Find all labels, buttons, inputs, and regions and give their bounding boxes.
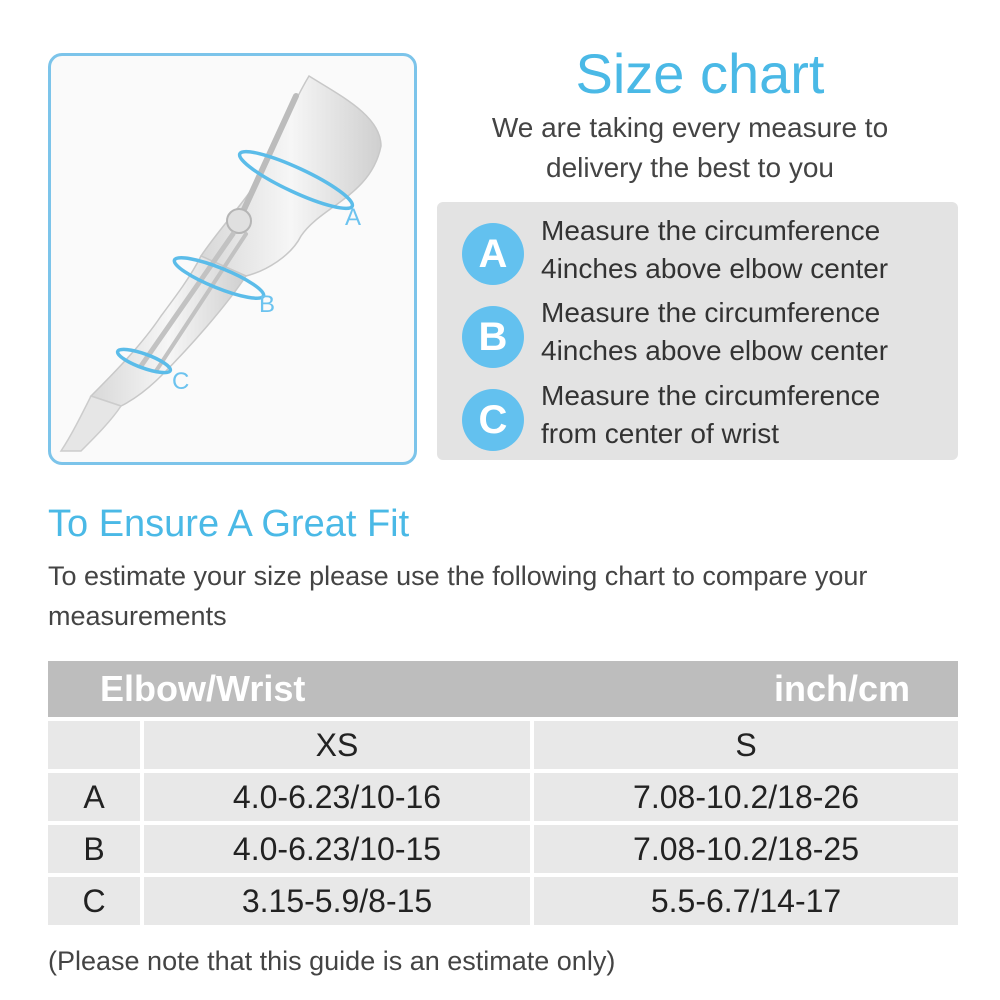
cell-c-xs: 3.15-5.9/8-15 (140, 877, 530, 925)
measurement-a-line-2: 4inches above elbow center (541, 253, 889, 284)
fit-section-text: To estimate your size please use the following chart to compare your measurements (48, 561, 868, 631)
cell-c-s: 5.5-6.7/14-17 (530, 877, 958, 925)
column-header-s: S (530, 721, 958, 769)
page-title: Size chart (575, 42, 825, 105)
measurement-b-line-2: 4inches above elbow center (541, 335, 889, 366)
row-label-c: C (48, 877, 140, 925)
estimate-note: (Please note that this guide is an estimate only) (48, 946, 616, 976)
measurement-c-line-2: from center of wrist (541, 418, 780, 449)
cell-b-s: 7.08-10.2/18-25 (530, 825, 958, 873)
row-label-b: B (48, 825, 140, 873)
arm-diagram-frame (48, 53, 417, 465)
column-header-xs: XS (140, 721, 530, 769)
arm-illustration (51, 56, 414, 462)
measurement-instructions (437, 202, 958, 460)
measurement-c (437, 377, 958, 457)
letter-c-badge: C (462, 389, 524, 451)
measurement-c-text (541, 377, 951, 453)
letter-a-badge: A (462, 223, 524, 285)
measurement-b-text (541, 294, 951, 370)
subtitle-line-2: delivery the best to you (546, 152, 834, 183)
table-header-right: inch/cm (530, 661, 958, 717)
cell-a-s: 7.08-10.2/18-26 (530, 773, 958, 821)
measurement-a-line-1: Measure the circumference (541, 215, 881, 246)
measurement-a (437, 212, 958, 292)
diagram-label-a: A (345, 204, 362, 231)
table-corner-cell (48, 721, 140, 769)
diagram-label-b: B (259, 291, 276, 318)
table-row (48, 825, 958, 873)
diagram-label-c: C (172, 368, 190, 395)
measurement-c-line-1: Measure the circumference (541, 380, 881, 411)
table-size-row (48, 721, 958, 769)
page-subtitle (440, 108, 940, 188)
cell-a-xs: 4.0-6.23/10-16 (140, 773, 530, 821)
letter-b-badge: B (462, 306, 524, 368)
measurement-b-line-1: Measure the circumference (541, 297, 881, 328)
measurement-a-text (541, 212, 951, 288)
table-row (48, 877, 958, 925)
table-header-left: Elbow/Wrist (48, 661, 530, 717)
table-header-row (48, 661, 958, 717)
subtitle-line-1: We are taking every measure to (491, 112, 889, 143)
cell-b-xs: 4.0-6.23/10-15 (140, 825, 530, 873)
table-row (48, 773, 958, 821)
row-label-a: A (48, 773, 140, 821)
size-table (48, 657, 958, 929)
fit-section-title: To Ensure A Great Fit (48, 503, 410, 545)
measurement-b (437, 294, 958, 374)
